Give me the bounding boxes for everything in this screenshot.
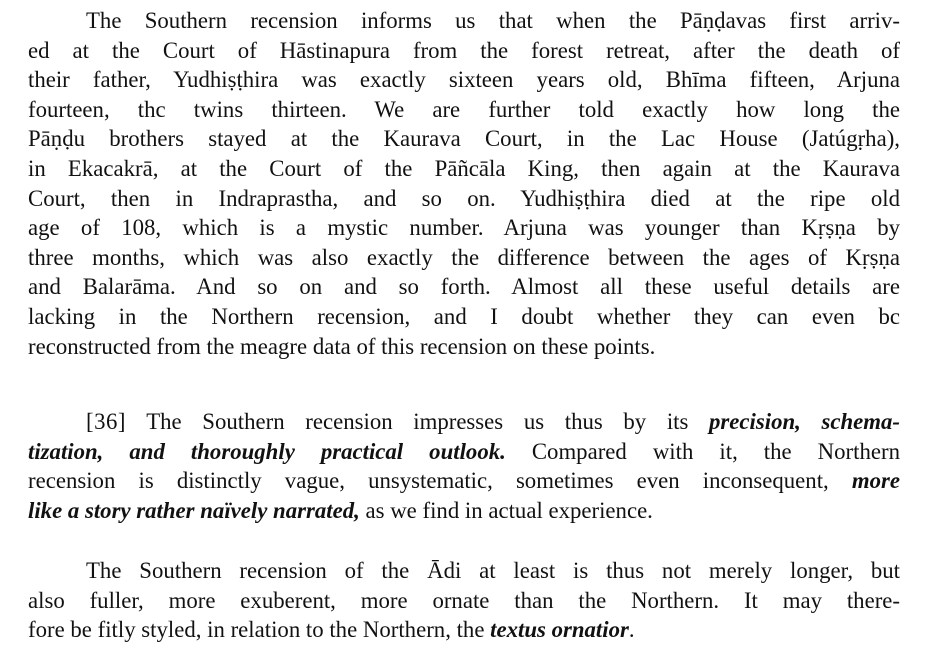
text-run: The Southern recension impresses us thus by its — [146, 409, 689, 434]
text-line: lacking in the Northern recension, and I doubt whether they can even bc — [28, 303, 900, 329]
text-run: . — [628, 617, 635, 643]
text-line — [28, 437, 900, 467]
text-line: reconstructed from the meagre data of this recension on these points. — [28, 333, 656, 359]
paragraph-2 — [28, 407, 900, 525]
text-line — [28, 407, 900, 437]
text-line: ed at the Court of Hāstinapura from the forest retreat, after the death of — [28, 37, 900, 63]
text-line: Pāṇḍu brothers stayed at the Kaurava Court, in the Lac House (Jatúgṛha), — [28, 126, 900, 152]
section-marker: [36] — [86, 409, 126, 434]
text-line: also fuller, more exuberent, more ornate than the Northern. It may there- — [28, 587, 900, 613]
text-line — [28, 466, 900, 496]
text-line: and Balarāma. And so on and so forth. Almost all these useful details are — [28, 274, 900, 300]
text-run: as we find in actual experience. — [365, 497, 653, 523]
text-line: The Southern recension of the Ādi at least is thus not merely longer, but — [86, 558, 900, 583]
text-run: Compared with it, the Northern — [531, 438, 900, 464]
text-line — [28, 496, 900, 526]
text-line — [28, 615, 900, 645]
text-line: The Southern recension informs us that when the Pāṇḍavas first arriv- — [86, 8, 900, 33]
text-line: fourteen, thc twins thirteen. We are further told exactly how long the — [28, 96, 900, 122]
italic-run: tization, and thoroughly practical outlook. — [28, 438, 506, 464]
paragraph-1 — [28, 6, 900, 361]
text-line: age of 108, which is a mystic number. Arjuna was younger than Kṛṣṇa by — [28, 215, 900, 241]
italic-run: like a story rather naïvely narrated, — [28, 497, 360, 523]
text-line: three months, which was also exactly the difference between the ages of Kṛṣṇa — [28, 244, 900, 270]
paragraph-3 — [28, 556, 900, 645]
text-line: Court, then in Indraprastha, and so on. Yudhiṣṭhira died at the ripe old — [28, 185, 900, 211]
italic-run: more — [851, 468, 901, 494]
italic-run: textus ornatior — [490, 617, 629, 643]
text-run: fore be fitly styled, in relation to the Northern, the — [28, 617, 485, 643]
text-line: in Ekacakrā, at the Court of the Pāñcāla King, then again at the Kaurava — [28, 155, 900, 181]
text-line: their father, Yudhiṣṭhira was exactly sixteen years old, Bhīma fifteen, Arjuna — [28, 67, 900, 93]
text-run: recension is distinctly vague, unsystematic, sometimes even inconsequent, — [28, 468, 829, 494]
italic-run: precision, schema- — [709, 409, 901, 434]
